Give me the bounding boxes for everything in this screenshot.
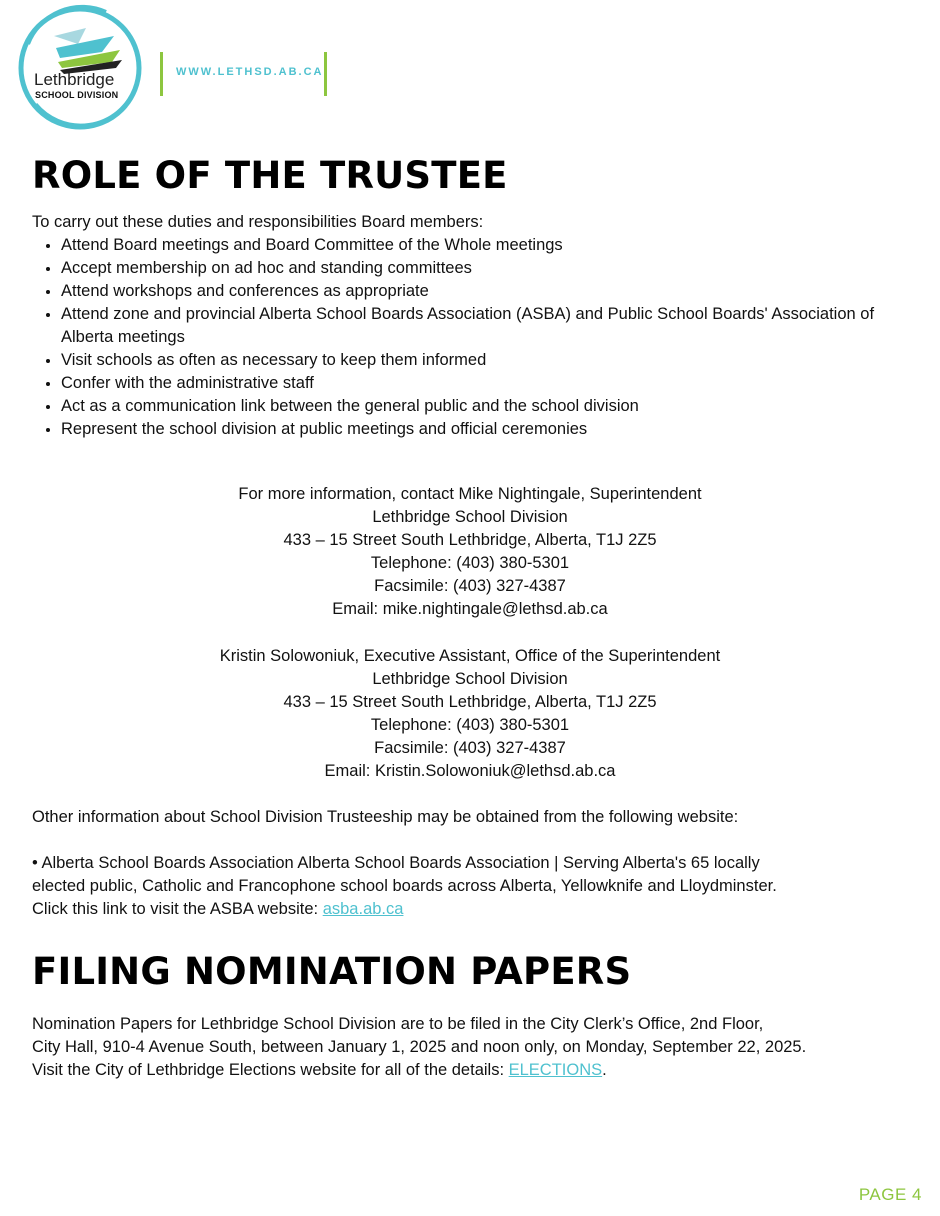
- contact-email[interactable]: Email: mike.nightingale@lethsd.ab.ca: [332, 600, 608, 618]
- contact-address: 433 – 15 Street South Lethbridge, Alberta, T1J 2Z5: [283, 531, 657, 549]
- header-divider-left: [160, 52, 163, 96]
- website-link[interactable]: WWW.LETHSD.AB.CA: [176, 66, 324, 78]
- asba-paragraph: [32, 852, 912, 921]
- duty-item: • Visit schools as often as necessary to keep them informed: [61, 349, 901, 372]
- asba-line: elected public, Catholic and Francophone school boards across Alberta, Yellowknife and Lloydminster.: [32, 877, 777, 895]
- filing-line: [32, 1059, 912, 1082]
- contact-telephone: Telephone: (403) 380-5301: [370, 554, 570, 572]
- filing-heading: FILING NOMINATION PAPERS: [32, 950, 632, 993]
- contact-email[interactable]: Email: Kristin.Solowoniuk@lethsd.ab.ca: [324, 762, 616, 780]
- duty-item: • Accept membership on ad hoc and standing committees: [61, 257, 901, 280]
- duties-list: [32, 234, 901, 441]
- duty-item: • Confer with the administrative staff: [61, 372, 901, 395]
- contact-fax: Facsimile: (403) 327-4387: [374, 577, 566, 595]
- filing-paragraph: [32, 1013, 912, 1082]
- asba-line: [32, 898, 912, 921]
- logo-swoosh-icon: [16, 4, 144, 132]
- contact-block-superintendent: [32, 483, 908, 621]
- filing-line-text: Visit the City of Lethbridge Elections website for all of the details:: [32, 1061, 509, 1079]
- filing-line-end: .: [602, 1061, 607, 1079]
- contact-address: 433 – 15 Street South Lethbridge, Alberta, T1J 2Z5: [283, 693, 657, 711]
- lethbridge-school-division-logo[interactable]: [16, 4, 144, 132]
- role-intro: To carry out these duties and responsibilities Board members:: [32, 213, 484, 231]
- filing-line: Nomination Papers for Lethbridge School Division are to be filed in the City Clerk’s Office, 2nd Floor,: [32, 1015, 764, 1033]
- duty-item: • Attend zone and provincial Alberta School Boards Association (ASBA) and Public School Boards' Association of Alberta meetings: [61, 303, 901, 349]
- asba-link[interactable]: asba.ab.ca: [322, 900, 404, 918]
- contact-org: Lethbridge School Division: [372, 508, 568, 526]
- duty-item: • Attend Board meetings and Board Committee of the Whole meetings: [61, 234, 901, 257]
- asba-line: • Alberta School Boards Association Alberta School Boards Association | Serving Alberta's 65 locally: [32, 854, 760, 872]
- contact-fax: Facsimile: (403) 327-4387: [374, 739, 566, 757]
- duty-item: • Represent the school division at public meetings and official ceremonies: [61, 418, 901, 441]
- header-divider-right: [324, 52, 327, 96]
- asba-line-text: Click this link to visit the ASBA website:: [32, 900, 323, 918]
- duty-item: • Act as a communication link between the general public and the school division: [61, 395, 901, 418]
- contact-name: For more information, contact Mike Nightingale, Superintendent: [238, 485, 702, 503]
- contact-org: Lethbridge School Division: [372, 670, 568, 688]
- duty-item: • Attend workshops and conferences as appropriate: [61, 280, 901, 303]
- filing-line: City Hall, 910-4 Avenue South, between January 1, 2025 and noon only, on Monday, September 22, 2025.: [32, 1038, 807, 1056]
- page-header: [16, 4, 416, 136]
- role-heading: ROLE OF THE TRUSTEE: [32, 154, 508, 197]
- elections-link[interactable]: ELECTIONS: [508, 1061, 603, 1079]
- contact-name: Kristin Solowoniuk, Executive Assistant, Office of the Superintendent: [219, 647, 721, 665]
- contact-block-assistant: [32, 645, 908, 783]
- contact-telephone: Telephone: (403) 380-5301: [370, 716, 570, 734]
- page-number: PAGE 4: [858, 1185, 922, 1204]
- logo-wordmark: Lethbridge: [34, 70, 115, 89]
- other-info-text: Other information about School Division Trusteeship may be obtained from the following website:: [32, 808, 739, 826]
- logo-subtitle: SCHOOL DIVISION: [35, 90, 119, 100]
